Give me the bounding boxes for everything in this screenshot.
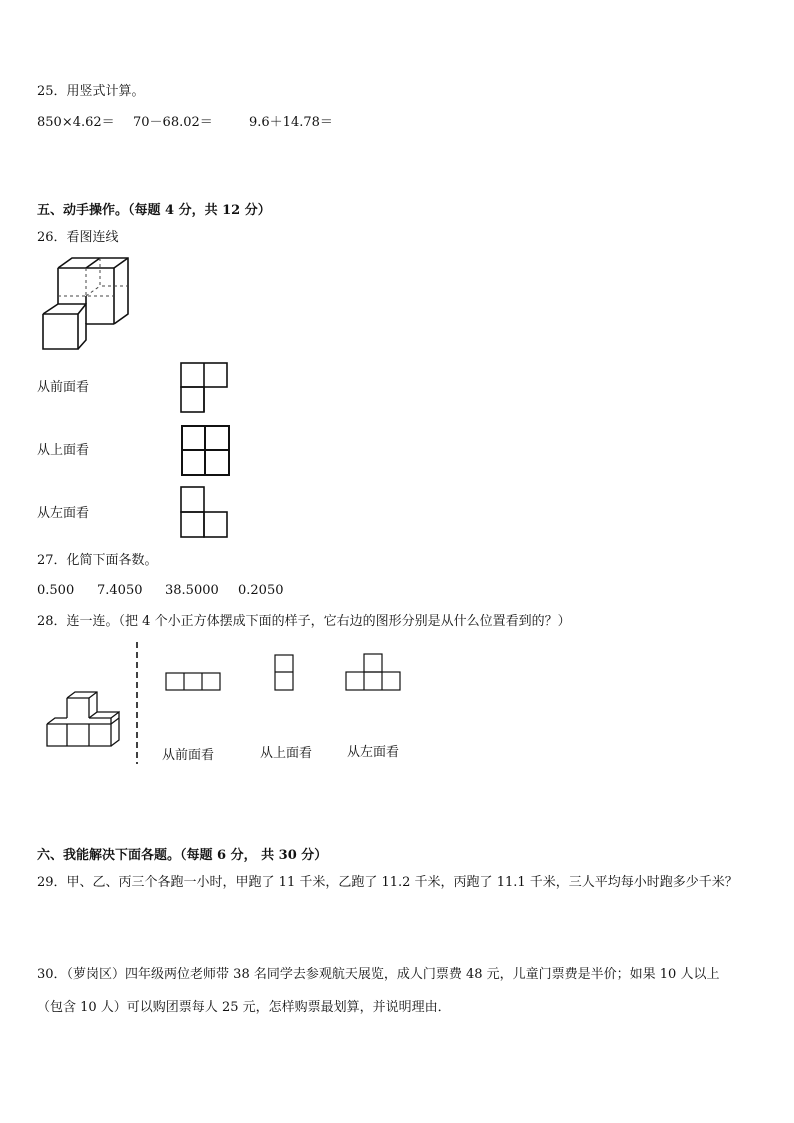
q25-title: 25．用竖式计算。 <box>37 84 145 99</box>
q28-shape-tshape <box>345 653 403 693</box>
q28-title: 28．连一连。（把 4 个小正方体摆成下面的样子，它右边的图形分别是从什么位置看到的？） <box>37 614 571 629</box>
section6-heading: 六、我能解决下面各题。（每题 6 分， 共 30 分） <box>37 848 328 863</box>
q28-label-top: 从上面看 <box>260 746 313 761</box>
q26-shape-3 <box>180 486 230 540</box>
q26-view-front-label: 从前面看 <box>37 380 90 395</box>
q26-view-left-label: 从左面看 <box>37 506 90 521</box>
q29-text: 29．甲、乙、丙三个各跑一小时，甲跑了 11 千米，乙跑了 11.2 千米，丙跑了 11.1 千米，三人平均每小时跑多少千米？ <box>37 875 738 890</box>
q27-number-2: 7.4050 <box>97 583 143 598</box>
section5-heading: 五、动手操作。（每题 4 分，共 12 分） <box>37 203 271 218</box>
q27-number-4: 0.2050 <box>238 583 284 598</box>
q28-label-front: 从前面看 <box>162 748 215 763</box>
q26-shape-1 <box>180 362 230 414</box>
q28-label-left: 从左面看 <box>347 745 400 760</box>
q26-title: 26．看图连线 <box>37 230 119 245</box>
q27-title: 27．化简下面各数。 <box>37 553 158 568</box>
q28-shape-row3 <box>165 672 223 692</box>
q25-item-1: 850×4.62＝ <box>37 115 115 130</box>
q28-shape-column2 <box>274 654 296 692</box>
q28-divider <box>135 642 139 764</box>
q27-number-3: 38.5000 <box>165 583 219 598</box>
q26-shape-2 <box>180 424 232 478</box>
q26-block-figure <box>40 256 135 351</box>
q30-line-2: （包含 10 人）可以购团票每人 25 元，怎样购票最划算，并说明理由． <box>37 1000 451 1015</box>
q30-line-1: 30．（萝岗区）四年级两位老师带 38 名同学去参观航天展览，成人门票费 48 元，儿童门票费是半价；如果 10 人以上 <box>37 967 720 982</box>
q25-item-2: 70－68.02＝ <box>133 115 213 130</box>
q26-view-top-label: 从上面看 <box>37 443 90 458</box>
q27-number-1: 0.500 <box>37 583 75 598</box>
q25-item-3: 9.6＋14.78＝ <box>249 115 333 130</box>
q28-cube-figure <box>45 690 125 750</box>
